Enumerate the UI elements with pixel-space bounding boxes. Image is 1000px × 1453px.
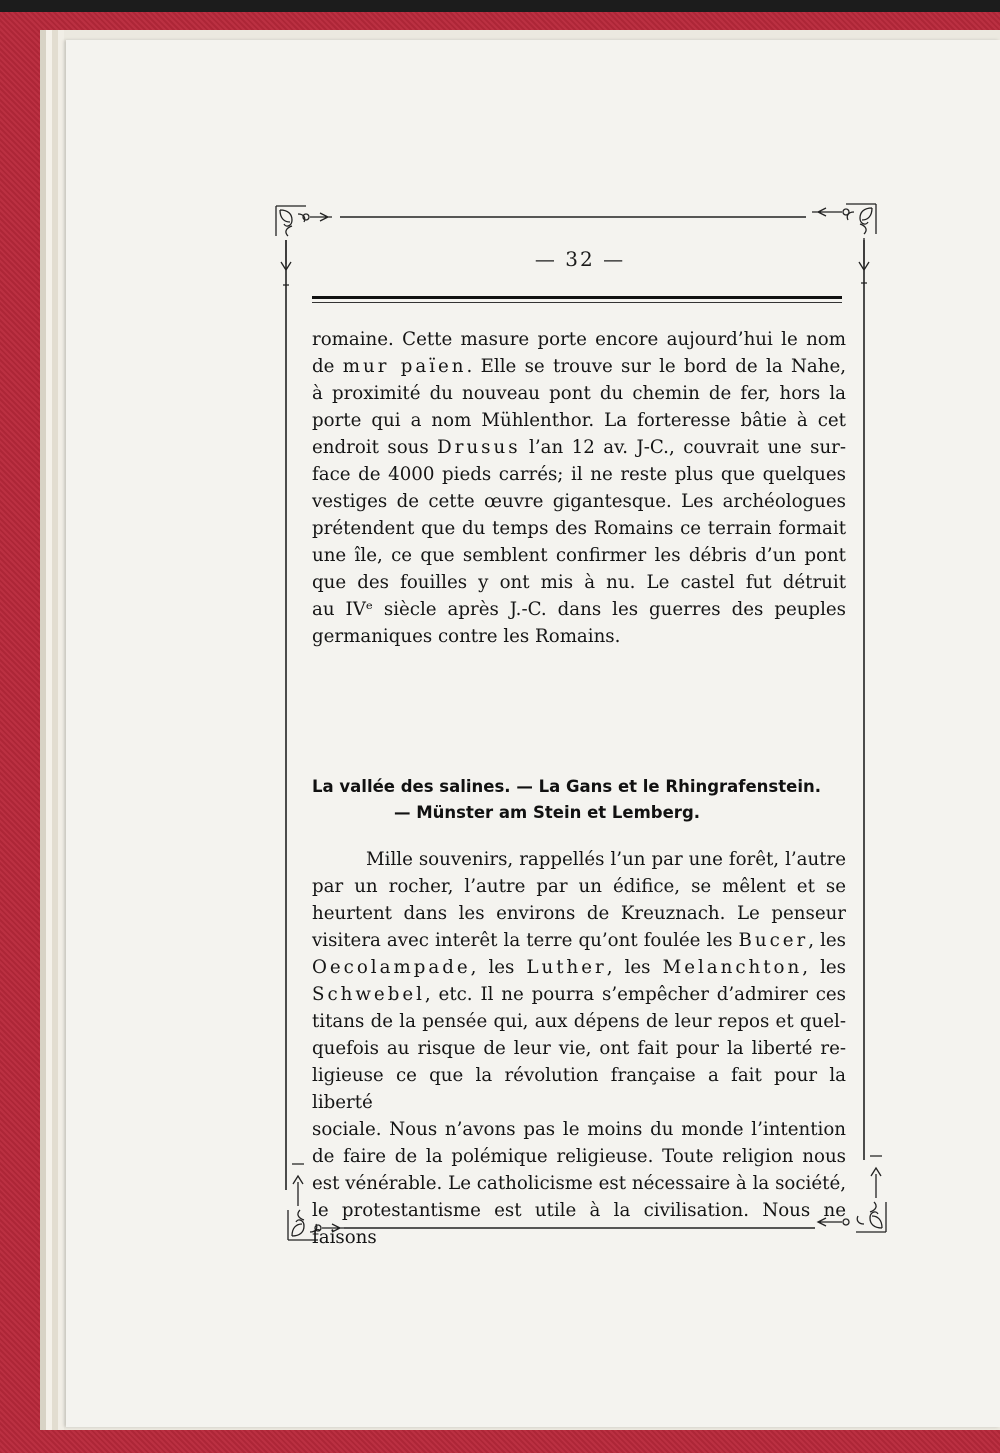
spaced-name: Oecolampade xyxy=(312,957,471,978)
section-heading xyxy=(312,774,852,826)
paragraph-1 xyxy=(312,326,846,650)
text-line xyxy=(312,353,846,380)
text-run: . Elle se trouve sur le bord de la Nahe, xyxy=(466,356,847,377)
text-line: de faire de la polémique religieuse. Toute religion nous xyxy=(312,1146,846,1167)
text-line xyxy=(312,981,846,1008)
text-line: est vénérable. Le catholicisme est nécessaire à la société, xyxy=(312,1173,846,1194)
text-line: au IVᵉ siècle après J.-C. dans les guerres des peuples xyxy=(312,599,846,620)
text-line: une île, ce que semblent confirmer les débris d’un pont xyxy=(312,545,846,566)
section-heading-line-2: — Münster am Stein et Lemberg. xyxy=(393,803,701,822)
text-line: titans de la pensée qui, aux dépens de leur repos et quel- xyxy=(312,1011,846,1032)
paragraph-2 xyxy=(312,846,846,1251)
text-line xyxy=(312,954,846,981)
text-line: vestiges de cette œuvre gigantesque. Les archéologues xyxy=(312,491,846,512)
text-line: germaniques contre les Romains. xyxy=(312,626,621,647)
spaced-name: Bucer xyxy=(738,930,809,951)
text-line xyxy=(312,434,846,461)
corner-ornament-top-right xyxy=(812,204,876,283)
text-run: visitera avec interêt la terre qu’ont foulée les xyxy=(312,930,739,951)
spaced-name: Drusus xyxy=(437,437,521,458)
text-line: quefois au risque de leur vie, ont fait pour la liberté re- xyxy=(312,1038,846,1059)
text-line: porte qui a nom Mühlenthor. La forteresse bâtie à cet xyxy=(312,410,846,431)
text-line: que des fouilles y ont mis à nu. Le castel fut détruit xyxy=(312,572,846,593)
page-number: — 32 — xyxy=(534,247,626,271)
section-heading-line-1: La vallée des salines. — La Gans et le Rhingrafenstein. xyxy=(312,777,821,796)
text-run: de xyxy=(312,356,343,377)
corner-ornament-top-left xyxy=(276,206,332,285)
text-line: ligieuse ce que la révolution française a fait pour la liberté xyxy=(312,1065,846,1113)
text-line: le protestantisme est utile à la civilisation. Nous ne faisons xyxy=(312,1200,846,1248)
text-line: sociale. Nous n’avons pas le moins du monde l’intention xyxy=(312,1119,846,1140)
spaced-name: Melanchton xyxy=(662,957,803,978)
spaced-name: Schwebel xyxy=(312,984,425,1005)
text-line: prétendent que du temps des Romains ce terrain formait xyxy=(312,518,846,539)
text-run: , les xyxy=(470,957,527,978)
text-run: , les xyxy=(802,957,846,978)
text-run: l’an 12 av. J-C., couvrait une sur- xyxy=(520,437,846,458)
text-line: Mille souvenirs, rappellés l’un par une forêt, l’autre xyxy=(366,849,846,870)
spaced-name: mur païen xyxy=(342,356,467,377)
text-line xyxy=(312,927,846,954)
text-line: face de 4000 pieds carrés; il ne reste plus que quelques xyxy=(312,464,846,485)
text-line: par un rocher, l’autre par un édifice, se mêlent et se xyxy=(312,876,846,897)
text-run: , etc. Il ne pourra s’empêcher d’admirer ces xyxy=(424,984,846,1005)
text-line: heurtent dans les environs de Kreuznach. Le penseur xyxy=(312,903,846,924)
text-run: , les xyxy=(606,957,663,978)
text-line: romaine. Cette masure porte encore aujourd’hui le nom xyxy=(312,329,846,350)
spaced-name: Luther xyxy=(526,957,607,978)
header-rule xyxy=(312,296,842,299)
text-line: à proximité du nouveau pont du chemin de fer, hors la xyxy=(312,383,846,404)
header-rule-thin xyxy=(312,302,842,303)
text-run: endroit sous xyxy=(312,437,438,458)
text-run: , les xyxy=(808,930,846,951)
